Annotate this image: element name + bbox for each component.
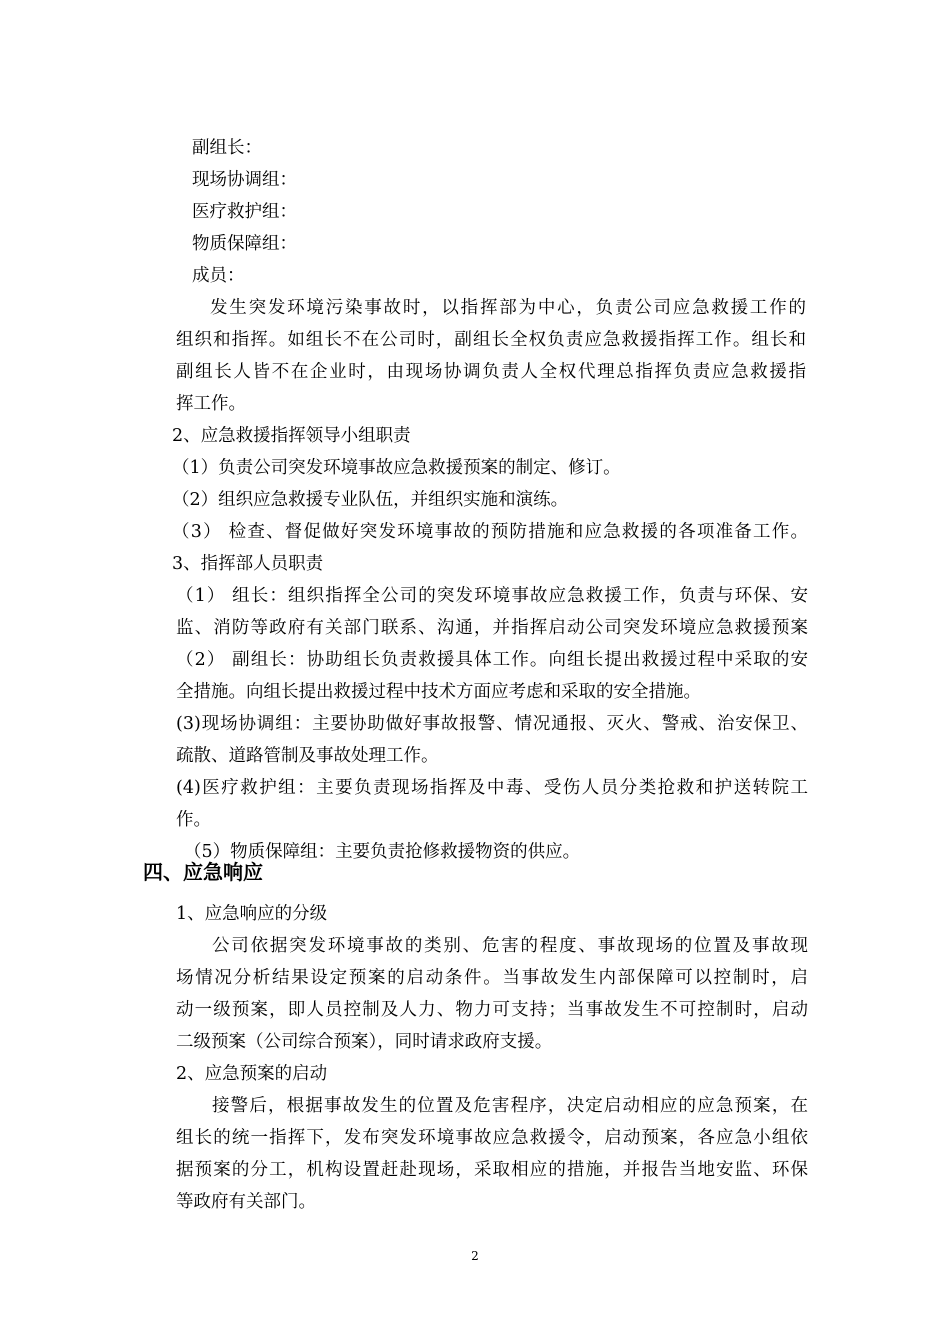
plan-activation-title: 2、应急预案的启动 <box>176 1064 328 1084</box>
section-2-item: （1）负责公司突发环境事故应急救援预案的制定、修订。 <box>172 458 621 478</box>
supply-group-label: 物质保障组： <box>192 234 297 254</box>
section-3-title: 3、指挥部人员职责 <box>172 554 324 574</box>
section-3-item-4: (4)医疗救护组：主要负责现场指挥及中毒、受伤人员分类抢救和护送转院工 <box>176 778 808 798</box>
plan-activation-paragraph-line: 组长的统一指挥下，发布突发环境事故应急救援令，启动预案，各应急小组依 <box>176 1128 808 1148</box>
intro-paragraph-line: 组织和指挥。如组长不在公司时，副组长全权负责应急救援指挥工作。组长和 <box>176 330 806 350</box>
section-3-item-1: （1） 组长：组织指挥全公司的突发环境事故应急救援工作，负责与环保、安 <box>176 586 808 606</box>
plan-activation-paragraph-line: 等政府有关部门。 <box>176 1192 316 1212</box>
plan-activation-paragraph-line: 接警后，根据事故发生的位置及危害程序，决定启动相应的应急预案，在 <box>212 1096 808 1116</box>
section-2-item: （2）组织应急救援专业队伍，并组织实施和演练。 <box>172 490 569 510</box>
response-levels-title: 1、应急响应的分级 <box>176 904 328 924</box>
chapter-4-heading: 四、应急响应 <box>143 860 263 884</box>
medical-group-label: 医疗救护组： <box>192 202 297 222</box>
response-levels-paragraph-line: 场情况分析结果设定预案的启动条件。当事故发生内部保障可以控制时，启 <box>176 968 808 988</box>
section-2-item: （3） 检查、督促做好突发环境事故的预防措施和应急救援的各项准备工作。 <box>172 522 808 542</box>
section-3-item-4: 作。 <box>176 810 211 830</box>
response-levels-paragraph-line: 二级预案（公司综合预案），同时请求政府支援。 <box>176 1032 553 1052</box>
section-3-item-5: （5）物质保障组：主要负责抢修救援物资的供应。 <box>184 842 581 862</box>
deputy-leader-label: 副组长： <box>192 138 262 158</box>
response-levels-paragraph-line: 公司依据突发环境事故的类别、危害的程度、事故现场的位置及事故现 <box>212 936 808 956</box>
section-3-item-1: 监、消防等政府有关部门联系、沟通，并指挥启动公司突发环境应急救援预案 <box>176 618 808 638</box>
section-3-item-3: 疏散、道路管制及事故处理工作。 <box>176 746 439 766</box>
members-label: 成员： <box>192 266 245 286</box>
section-3-item-3: (3)现场协调组：主要协助做好事故报警、情况通报、灭火、警戒、治安保卫、 <box>176 714 808 734</box>
intro-paragraph-line: 副组长人皆不在企业时，由现场协调负责人全权代理总指挥负责应急救援指 <box>176 362 806 382</box>
section-3-item-2: （2） 副组长：协助组长负责救援具体工作。向组长提出救援过程中采取的安 <box>176 650 808 670</box>
page-number: 2 <box>471 1249 479 1263</box>
intro-paragraph-line: 挥工作。 <box>176 394 246 414</box>
section-2-title: 2、应急救援指挥领导小组职责 <box>172 426 411 446</box>
intro-paragraph-line: 发生突发环境污染事故时，以指挥部为中心，负责公司应急救援工作的 <box>210 298 806 318</box>
response-levels-paragraph-line: 动一级预案，即人员控制及人力、物力可支持；当事故发生不可控制时，启动 <box>176 1000 808 1020</box>
coordination-group-label: 现场协调组： <box>192 170 297 190</box>
plan-activation-paragraph-line: 据预案的分工，机构设置赶赴现场，采取相应的措施，并报告当地安监、环保 <box>176 1160 808 1180</box>
section-3-item-2: 全措施。向组长提出救援过程中技术方面应考虑和采取的安全措施。 <box>176 682 701 702</box>
